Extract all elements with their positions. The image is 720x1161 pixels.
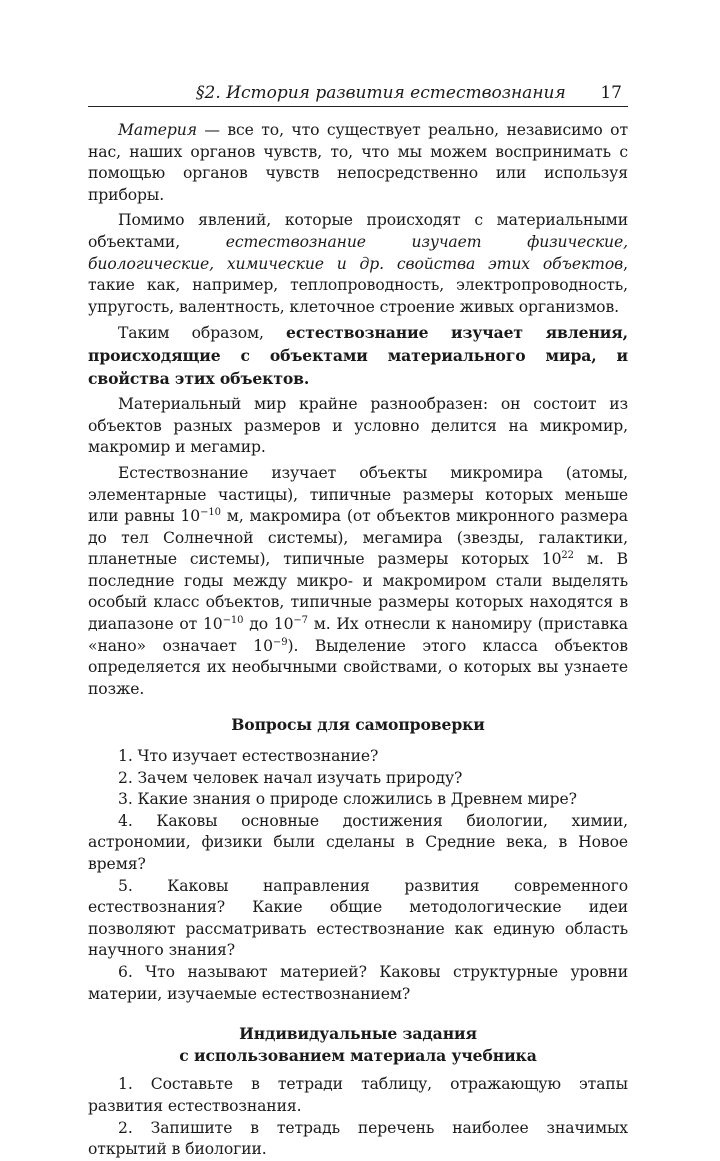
tasks-list [88,1074,628,1160]
paragraph-text: — все то, что существует реально, независимо от нас, наших органов чувств, то, что мы можем воспринимать с помощью органов чувств непосредственно или используя приборы. [88,121,628,204]
tasks-heading-line1: Индивидуальные задания [239,1024,477,1044]
paragraph-text: Естествознание изучает объекты микромира (атомы, элементарные частицы), типичные размеры которых меньше или равны 10 [88,463,628,526]
section-title: §2. История развития естествознания [196,83,566,103]
emphasis-text: естествознание изучает физические, биологические, химические и др. свойства этих объектов [88,232,628,273]
page-content [88,120,628,1161]
questions-list [88,746,628,1005]
paragraph-properties [88,210,628,318]
paragraph-text: м. В последние годы между микро- и макромиром стали выделять особый класс объектов, типичные размеры которых находятся в диапазоне от 10 [88,550,628,634]
page-number: 17 [600,83,622,103]
paragraph-conclusion [88,322,628,390]
running-header [88,82,628,107]
question-item: 6. Что называют материей? Каковы структурные уровни материи, изучаемые естествознанием? [88,962,628,1003]
paragraph-text: Таким образом, [118,324,287,343]
paragraph-scales [88,463,628,701]
paragraph-matter-definition [88,120,628,206]
question-item: 2. Зачем человек начал изучать природу? [118,768,463,787]
task-item: 2. Запишите в тетрадь перечень наиболее значимых открытий в биологии. [88,1118,628,1159]
exponent: −10 [222,615,244,627]
paragraph-text: ). Выделение этого класса объектов определяется их необычными свойствами, о которых вы узнаете позже. [88,636,628,698]
question-item: 3. Какие знания о природе сложились в Древнем мире? [118,790,577,809]
exponent: −10 [200,507,221,519]
task-item: 1. Составьте в тетради таблицу, отражающую этапы развития естествознания. [88,1075,628,1115]
paragraph-text: м, макромира (от объектов микронного размера до тел Солнечной системы), мегамира (звезды, галактики, планетные системы), типичные размеры которых 10 [88,507,628,569]
exponent: 22 [561,550,574,562]
tasks-heading-line2: с использованием материала учебника [179,1045,537,1065]
bold-definition: естествознание изучает явления, происходящие с объектами материального мира, и свойства этих объектов. [88,323,628,388]
paragraph-text: Материальный мир крайне разнообразен: он состоит из объектов разных размеров и условно делится на микромир, макромир и мегамир. [88,395,628,457]
term-matter: Материя [118,121,197,139]
paragraph-text: , такие как, например, теплопроводность, электропроводность, упругость, валентность, клеточное строение живых организмов. [88,254,628,316]
paragraph-text: Помимо явлений, которые происходят с материальными объектами, [88,211,628,251]
question-item: 4. Каковы основные достижения биологии, химии, астрономии, физики были сделаны в Средние века, в Новое время? [88,811,628,873]
questions-heading: Вопросы для самопроверки [231,715,485,735]
paragraph-text: м. Их отнесли к наномиру (приставка «нано» означает 10 [88,615,628,655]
paragraph-material-world [88,394,628,459]
paragraph-text: до 10 [243,615,294,634]
question-item: 1. Что изучает естествознание? [118,747,379,766]
exponent: −7 [293,615,308,627]
tasks-heading [88,1023,628,1066]
question-item: 5. Каковы направления развития современного естествознания? Какие общие методологические идеи позволяют рассматривать естествознание как единую область научного знания? [88,876,628,960]
exponent: −9 [272,636,288,648]
